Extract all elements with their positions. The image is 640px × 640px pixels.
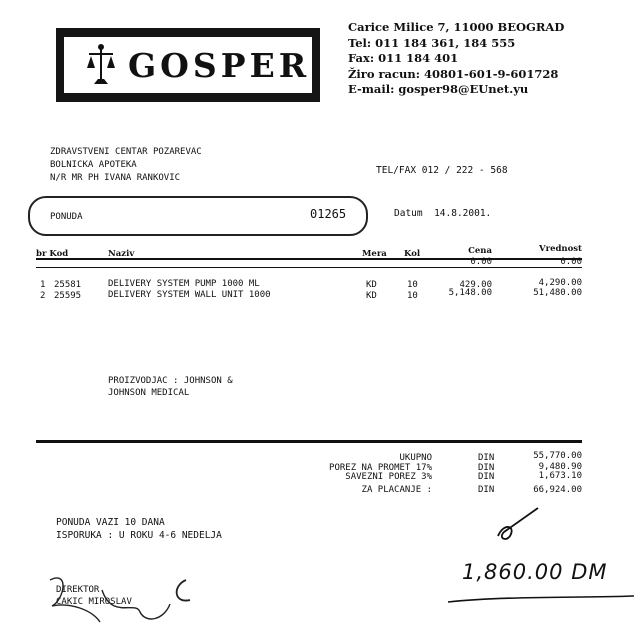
tax-amount: 9,480.90 xyxy=(538,462,582,472)
header-value: Vrednost xyxy=(539,244,582,254)
row-price: 5,148.00 xyxy=(448,288,492,298)
total-currency: DIN xyxy=(478,453,495,463)
totals-rule xyxy=(36,440,582,443)
header-name: Naziv xyxy=(108,249,135,259)
total-amount: 55,770.00 xyxy=(533,451,582,461)
header-no-code: br Kod xyxy=(36,249,69,259)
company-fax: Fax: 011 184 401 xyxy=(348,51,459,65)
manufacturer-note xyxy=(108,375,233,399)
row-unit: KD xyxy=(366,291,377,301)
company-contact xyxy=(348,20,564,98)
federal-tax-label: SAVEZNI POREZ 3% xyxy=(345,472,432,482)
zero-price: 0.00 xyxy=(470,257,492,267)
offer-number: 01265 xyxy=(310,207,347,221)
logo-text: GOSPER xyxy=(128,45,311,85)
company-tel: Tel: 011 184 361, 184 555 xyxy=(348,35,516,50)
row-unit: KD xyxy=(366,280,377,290)
recipient-line: BOLNICKA APOTEKA xyxy=(50,160,137,170)
manufacturer-line: JOHNSON MEDICAL xyxy=(108,388,190,398)
table-header-rule xyxy=(36,267,582,268)
tax-currency: DIN xyxy=(478,463,495,473)
recipient-block xyxy=(50,146,202,185)
row-value: 4,290.00 xyxy=(538,278,582,288)
validity-note xyxy=(56,516,222,542)
total-label: UKUPNO xyxy=(399,453,432,463)
header-qty: Kol xyxy=(404,249,421,259)
row-value: 51,480.00 xyxy=(533,288,582,298)
row-no: 1 xyxy=(40,280,46,290)
tax-label: POREZ NA PROMET 17% xyxy=(329,463,432,473)
payable-amount: 66,924.00 xyxy=(533,485,582,495)
delivery-line: ISPORUKA : U ROKU 4-6 NEDELJA xyxy=(56,530,222,541)
manufacturer-line: PROIZVODJAC : JOHNSON & xyxy=(108,376,233,386)
director-name: CAKIC MIROSLAV xyxy=(56,597,132,607)
offer-date-value: 14.8.2001. xyxy=(434,208,492,219)
offer-date-label: Datum xyxy=(394,208,423,219)
row-no: 2 xyxy=(40,291,46,301)
handwritten-amount: 1,860.00 DM xyxy=(462,560,608,584)
row-code: 25595 xyxy=(54,291,82,301)
row-name: DELIVERY SYSTEM PUMP 1000 ML xyxy=(108,279,260,289)
federal-tax-currency: DIN xyxy=(478,472,495,482)
handwritten-underline xyxy=(446,592,636,606)
recipient-line: N/R MR PH IVANA RANKOVIC xyxy=(50,173,181,183)
header-unit: Mera xyxy=(362,249,387,259)
payable-currency: DIN xyxy=(478,485,495,495)
offer-date xyxy=(394,208,491,219)
payable-label: ZA PLACANJE : xyxy=(361,485,432,495)
handwritten-check-mark xyxy=(494,502,546,544)
recipient-telfax: TEL/FAX 012 / 222 - 568 xyxy=(376,165,508,176)
company-logo xyxy=(56,28,320,102)
company-bank-account: Žiro racun: 40801-601-9-601728 xyxy=(348,66,559,81)
row-name: DELIVERY SYSTEM WALL UNIT 1000 xyxy=(108,290,271,300)
zero-value: 0.00 xyxy=(560,257,582,267)
recipient-line: ZDRAVSTVENI CENTAR POZAREVAC xyxy=(50,147,202,157)
offer-label: PONUDA xyxy=(50,212,83,222)
director-title: DIREKTOR xyxy=(56,585,100,595)
handwritten-signature xyxy=(40,560,200,632)
scales-emblem-icon xyxy=(84,42,118,88)
row-price: 429.00 xyxy=(459,280,492,290)
company-address: Carice Milice 7, 11000 BEOGRAD xyxy=(348,20,565,34)
company-email: E-mail: gosper98@EUnet.yu xyxy=(348,82,529,96)
row-qty: 10 xyxy=(407,291,418,301)
row-code: 25581 xyxy=(54,280,82,290)
federal-tax-amount: 1,673.10 xyxy=(538,471,582,481)
row-qty: 10 xyxy=(407,280,418,290)
header-price: Cena xyxy=(468,246,492,256)
validity-line: PONUDA VAZI 10 DANA xyxy=(56,517,165,528)
